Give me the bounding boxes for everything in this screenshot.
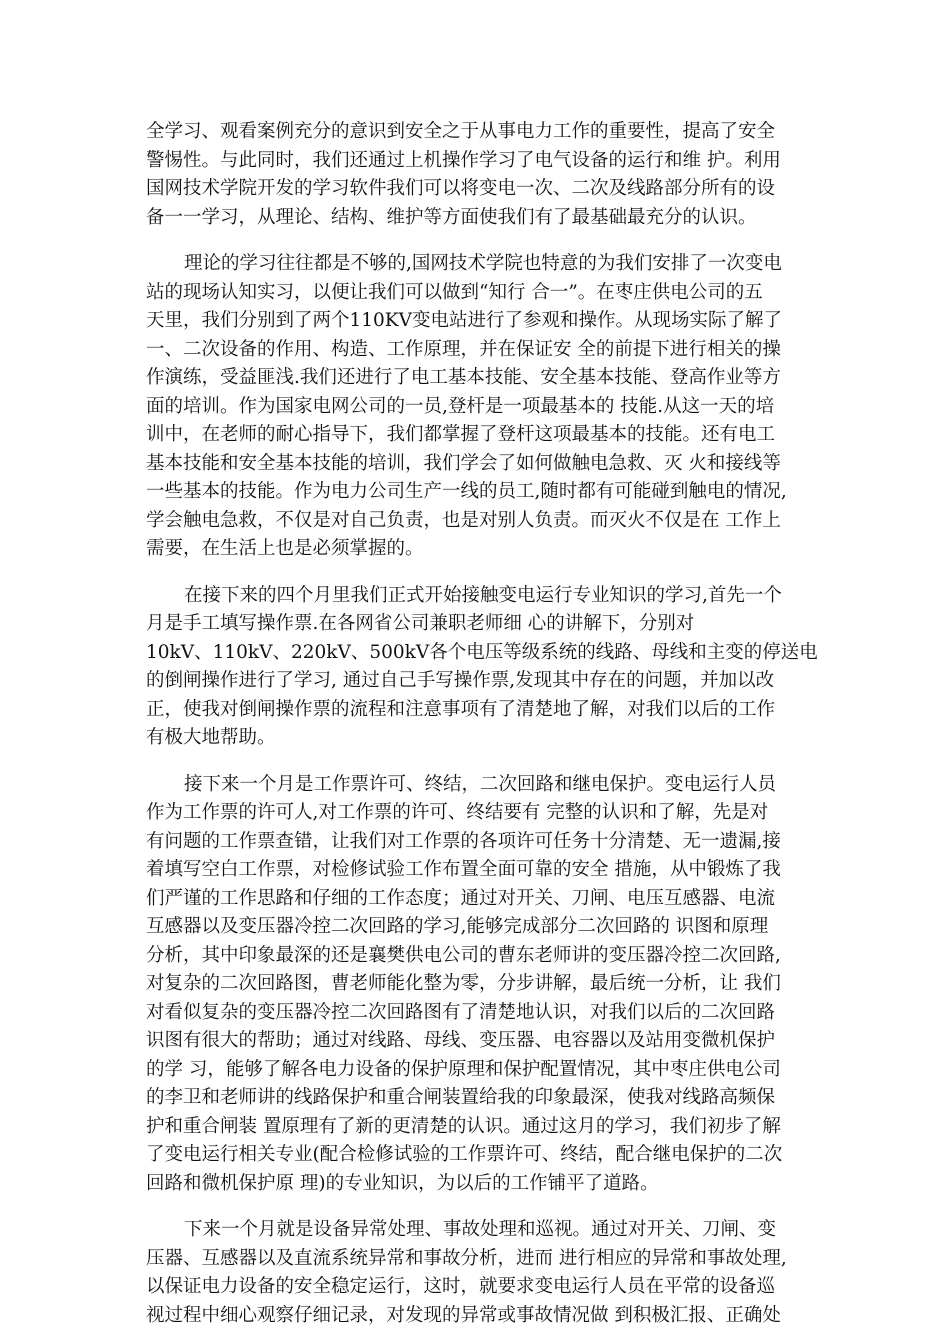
text-line: 面的培训。作为国家电网公司的一员,登杆是一项最基本的 技能.从这一天的培: [146, 395, 775, 417]
text-line: 着填写空白工作票，对检修试验工作布置全面可靠的安全 措施，从中锻炼了我: [146, 859, 781, 880]
text-line: 月是手工填写操作票.在各网省公司兼职老师细 心的讲解下，分别对: [146, 613, 695, 634]
text-line: 正，使我对倒闸操作票的流程和注意事项有了清楚地了解，对我们以后的工作: [146, 698, 776, 720]
text-line: 以保证电力设备的安全稳定运行，这时，就要求变电运行人员在平常的设备巡: [146, 1276, 776, 1297]
text-line: 10kV、110kV、220kV、500kV各个电压等级系统的线路、母线和主变的停送电: [146, 641, 818, 663]
text-line: 理论的学习往往都是不够的,国网技术学院也特意的为我们安排了一次变电: [184, 253, 782, 274]
text-line: 作演练，受益匪浅.我们还进行了电工基本技能、安全基本技能、登高作业等方: [146, 367, 781, 388]
text-line: 全学习、观看案例充分的意识到安全之于从事电力工作的重要性，提高了安全: [146, 121, 776, 142]
text-line: 压器、互感器以及直流系统异常和事故分析，进而 进行相应的异常和事故处理,: [146, 1247, 787, 1269]
text-line: 有问题的工作票查错，让我们对工作票的各项许可任务十分清楚、无一遗漏,接: [146, 830, 781, 852]
paragraph-2: [146, 250, 810, 564]
text-line: 一些基本的技能。作为电力公司生产一线的员工,随时都有可能碰到触电的情况,: [146, 481, 787, 502]
text-line: 互感器以及变压器冷控二次回路的学习,能够完成部分二次回路的 识图和原理: [146, 916, 769, 937]
text-line: 视过程中细心观察仔细记录，对发现的异常或事故情况做 到积极汇报、正确处: [146, 1304, 781, 1326]
text-line: 对复杂的二次回路图，曹老师能化整为零，分步讲解，最后统一分析，让 我们: [146, 973, 781, 994]
text-line: 在接下来的四个月里我们正式开始接触变电运行专业知识的学习,首先一个: [184, 584, 782, 606]
text-line: 的学 习，能够了解各电力设备的保护原理和保护配置情况，其中枣庄供电公司: [146, 1058, 781, 1080]
text-line: 识图有很大的帮助；通过对线路、母线、变压器、电容器以及站用变微机保护: [146, 1030, 776, 1051]
text-line: 们严谨的工作思路和仔细的工作态度；通过对开关、刀闸、电压互感器、电流: [146, 887, 776, 909]
text-line: 回路和微机保护原 理)的专业知识，为以后的工作铺平了道路。: [146, 1172, 659, 1194]
text-line: 了变电运行相关专业(配合检修试验的工作票许可、终结，配合继电保护的二次: [146, 1144, 783, 1165]
text-line: 国网技术学院开发的学习软件我们可以将变电一次、二次及线路部分所有的设: [146, 178, 776, 199]
text-line: 学会触电急救，不仅是对自己负责，也是对别人负责。而灭火不仅是在 工作上: [146, 509, 781, 531]
text-line: 作为工作票的许可人,对工作票的许可、终结要有 完整的认识和了解，先是对: [146, 802, 769, 823]
text-line: 对看似复杂的变压器冷控二次回路图有了清楚地认识，对我们以后的二次回路: [146, 1001, 776, 1023]
text-line: 护和重合闸装 置原理有了新的更清楚的认识。通过这月的学习，我们初步了解: [146, 1115, 781, 1137]
text-line: 有极大地帮助。: [146, 727, 276, 748]
text-line: 警惕性。与此同时，我们还通过上机操作学习了电气设备的运行和维 护。利用: [146, 149, 781, 171]
paragraph-3: [146, 582, 818, 753]
text-line: 训中，在老师的耐心指导下，我们都掌握了登杆这项最基本的技能。还有电工: [146, 424, 776, 445]
text-line: 需要，在生活上也是必须掌握的。: [146, 538, 424, 559]
text-line: 备一一学习，从理论、结构、维护等方面使我们有了最基础最充分的认识。: [146, 206, 757, 228]
text-line: 下来一个月就是设备异常处理、事故处理和巡视。通过对开关、刀闸、变: [184, 1219, 777, 1240]
text-line: 的倒闸操作进行了学习, 通过自己手写操作票,发现其中存在的问题，并加以改: [146, 670, 775, 691]
paragraph-4: [146, 771, 810, 1199]
text-line: 基本技能和安全基本技能的培训，我们学会了如何做触电急救、灭 火和接线等: [146, 452, 781, 474]
text-line: 分析，其中印象最深的还是襄樊供电公司的曹东老师讲的变压器冷控二次回路,: [146, 944, 781, 966]
document-body: [146, 118, 818, 1330]
text-line: 一、二次设备的作用、构造、工作原理，并在保证安 全的前提下进行相关的操: [146, 338, 781, 360]
paragraph-5: [146, 1216, 810, 1330]
paragraph-1: [146, 118, 810, 232]
text-line: 的李卫和老师讲的线路保护和重合闸装置给我的印象最深，使我对线路高频保: [146, 1087, 776, 1108]
text-line: 站的现场认知实习，以便让我们可以做到“知行 合一”。在枣庄供电公司的五: [146, 281, 763, 303]
text-line: 接下来一个月是工作票许可、终结，二次回路和继电保护。变电运行人员: [184, 773, 777, 795]
text-line: 天里，我们分别到了两个110KV变电站进行了参观和操作。从现场实际了解了: [146, 310, 782, 331]
